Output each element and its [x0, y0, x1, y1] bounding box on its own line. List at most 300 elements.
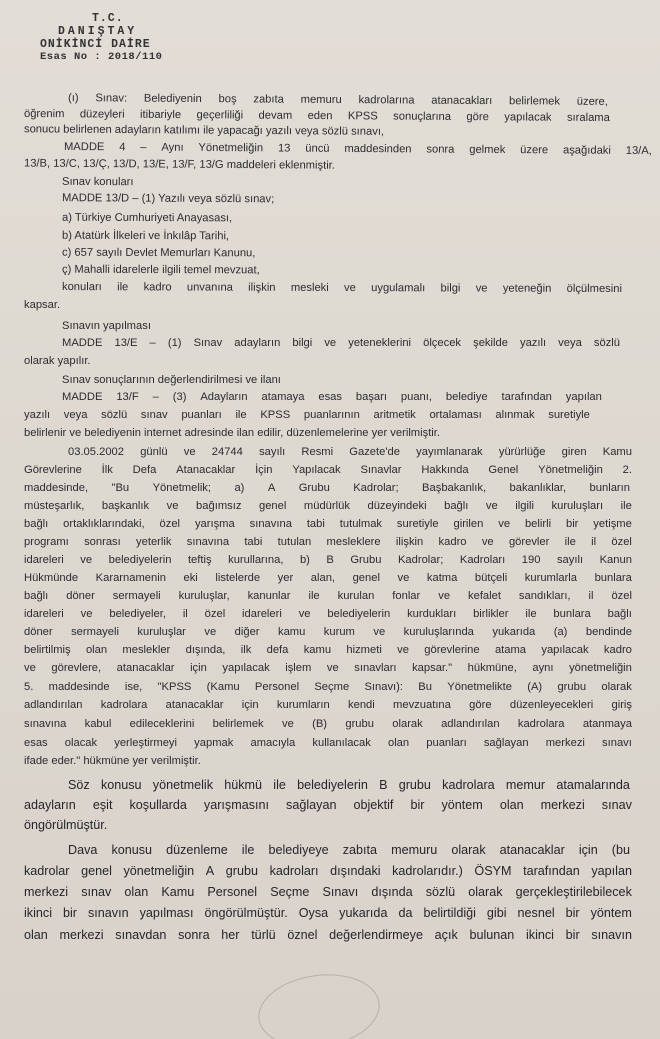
word: 24744: [211, 446, 243, 458]
word: ilk: [240, 644, 252, 656]
word: yarışmasını: [203, 798, 270, 812]
word: (3): [172, 391, 187, 403]
word: veya: [558, 337, 582, 349]
word: 2.: [622, 464, 632, 476]
word: tarafından: [501, 391, 552, 403]
word: belediyeye: [268, 843, 329, 857]
word: bir: [62, 906, 77, 920]
word: zabıta: [253, 93, 284, 106]
word: katma: [426, 572, 458, 584]
word: özel: [611, 590, 632, 602]
text-line: Sınav konuları: [61, 175, 134, 189]
word: öznel: [287, 928, 318, 942]
word: ve: [324, 337, 337, 349]
word: Görevlerine: [24, 464, 82, 476]
word: B: [326, 554, 334, 566]
word: 13: [277, 142, 291, 155]
word: puanlarının: [303, 409, 360, 421]
word: (Kamu: [206, 681, 240, 693]
word: unvanına: [186, 281, 233, 294]
word: sınavına: [249, 518, 292, 530]
text-line: [68, 445, 632, 459]
word: yeterlik: [136, 536, 172, 548]
word: grubu: [557, 681, 587, 693]
text-line: ç) Mahalli idarelerle ilgili temel mevzuat,: [61, 263, 260, 277]
word: kurumların: [276, 699, 330, 711]
word: ile: [241, 843, 255, 857]
word: sermayeli: [112, 590, 161, 602]
word: ve: [373, 626, 386, 638]
word: İçin: [255, 464, 273, 476]
word: Belediyenin: [143, 92, 202, 106]
word: Söz: [68, 778, 90, 792]
word: teftiş: [187, 554, 212, 566]
word: memur: [505, 778, 546, 792]
word: yarışma: [194, 518, 235, 530]
word: Yönetmeliğin: [538, 464, 603, 476]
word: Başbakanlık,: [422, 482, 487, 494]
word: kadro: [438, 536, 467, 548]
word: geçerliliği: [196, 109, 244, 122]
word: kadrolara: [100, 699, 148, 711]
word: sınavın: [591, 928, 632, 942]
word: üzere: [520, 144, 549, 157]
word: gibi: [486, 906, 507, 920]
word: mesleklere: [326, 536, 381, 548]
word: bendinde: [585, 626, 632, 638]
word: Dava: [68, 843, 98, 857]
word: Kararnamenin: [95, 572, 166, 584]
word: ölçülmesini: [566, 282, 623, 295]
word: düzeyindeki: [367, 500, 427, 512]
word: genel: [81, 864, 112, 878]
word: alan,: [310, 572, 336, 584]
text-line: [62, 390, 602, 404]
word: sağlayan: [483, 737, 529, 749]
document-header: [40, 12, 162, 64]
word: olan: [85, 644, 108, 656]
header-case-number: Esas No : 2018/110: [40, 51, 163, 63]
word: bunlara: [553, 608, 591, 620]
word: Bu: [418, 681, 432, 693]
text-line: [24, 571, 632, 585]
word: (ı): [67, 92, 79, 105]
word: yetişme: [593, 518, 632, 530]
word: Yönetmeliğin: [198, 141, 264, 155]
word: bir: [565, 906, 580, 920]
word: giren: [561, 446, 587, 458]
word: sınavdan: [115, 928, 167, 942]
word: Sınav: [193, 337, 223, 349]
word: defa: [266, 644, 289, 656]
word: yönetmeliğin: [123, 864, 195, 878]
word: atanacaklar: [116, 662, 175, 674]
word: türlü: [251, 928, 276, 942]
word: sonra: [426, 143, 455, 156]
word: ortalaması: [429, 409, 482, 421]
word: ve: [80, 554, 93, 566]
word: sözlü: [593, 337, 620, 349]
word: kuruluşlarında: [403, 626, 474, 638]
word: (a): [553, 626, 568, 638]
word: öğrenim: [23, 107, 65, 121]
text-line: sonucu belirlenen adayların katılımı ile yapacağı yazılı veya sözlü sınavı,: [23, 123, 385, 138]
word: adayların: [234, 337, 281, 349]
word: Adayların: [200, 391, 248, 403]
word: uygulamalı: [371, 282, 426, 295]
word: sınav: [81, 885, 112, 899]
word: düzenleyecekleri: [509, 699, 594, 711]
word: b): [299, 554, 310, 566]
word: için: [190, 662, 207, 674]
word: yapılacak: [222, 662, 270, 674]
word: ile: [525, 608, 537, 620]
word: ile: [235, 409, 247, 421]
word: kefalet: [468, 590, 501, 602]
text-line: [24, 680, 632, 694]
header-tc: T.C.: [92, 12, 124, 25]
word: 190: [521, 554, 541, 566]
word: girilen: [453, 518, 484, 530]
word: Oysa: [298, 906, 329, 920]
word: ve: [438, 590, 451, 602]
word: bütçeli: [474, 572, 508, 584]
word: hükmüne,: [467, 662, 517, 674]
word: sermayeli: [71, 626, 119, 638]
word: öngörülmüştür.: [204, 906, 288, 920]
word: ve: [24, 662, 36, 674]
word: bilgi: [440, 282, 461, 295]
word: bağlı: [607, 608, 632, 620]
word: konuları: [61, 281, 102, 294]
word: zabıta: [342, 843, 378, 857]
word: alınmak: [495, 409, 535, 421]
text-line: [24, 905, 632, 921]
word: ve: [166, 500, 179, 512]
word: listelerde: [215, 572, 261, 584]
word: kadrolar: [24, 864, 70, 878]
word: belirtilmiş: [24, 644, 71, 656]
word: puanları: [181, 409, 222, 421]
text-line: belirlenir ve belediyenin internet adresinde ilan edilir, düzenlemelerine yer verilmiştir.: [24, 427, 441, 439]
word: görevlerine: [424, 644, 480, 656]
word: (1): [167, 337, 182, 349]
word: sayılı: [556, 554, 584, 566]
word: olan: [499, 798, 524, 812]
text-line: [24, 589, 632, 603]
word: A: [267, 482, 276, 494]
word: ve: [298, 608, 311, 620]
word: merkezi: [24, 885, 69, 899]
word: döner: [24, 626, 53, 638]
word: kendi: [348, 699, 375, 711]
word: tarafından: [523, 864, 580, 878]
word: şekilde: [473, 337, 508, 349]
word: atanacaklar: [499, 843, 565, 857]
word: yayımlanarak: [416, 446, 483, 458]
word: ikinci: [525, 928, 554, 942]
word: kanunlar: [247, 590, 291, 602]
word: yazılı: [24, 409, 51, 421]
word: adlandırılan: [441, 718, 500, 730]
word: dışında,: [185, 644, 226, 656]
text-line: [24, 625, 632, 639]
word: idareleri: [24, 608, 64, 620]
text-line: [24, 698, 632, 712]
text-line: [68, 842, 630, 858]
word: fonlar: [392, 590, 421, 602]
word: yapılacak: [541, 644, 589, 656]
word: belirli: [524, 518, 552, 530]
text-line: c) 657 sayılı Devlet Memurları Kanunu,: [61, 246, 256, 260]
word: belediyelerin: [297, 778, 368, 792]
word: giriş: [611, 699, 632, 711]
text-line: [68, 777, 630, 793]
word: kadrolarına: [358, 94, 415, 107]
word: kadro: [143, 281, 172, 294]
word: sınavları: [354, 662, 397, 674]
word: yazılı: [519, 337, 547, 349]
word: için: [578, 843, 598, 857]
word: Defa: [132, 464, 157, 476]
word: idareleri: [242, 608, 282, 620]
word: ve: [344, 282, 356, 295]
word: sınavın: [87, 906, 129, 920]
word: yöntem: [441, 798, 483, 812]
word: ile: [273, 778, 286, 792]
word: belirlemek: [212, 718, 264, 730]
word: belediyeler,: [109, 608, 166, 620]
word: ve: [326, 662, 339, 674]
word: kullanılacak: [312, 737, 371, 749]
word: sıralama: [566, 111, 610, 125]
word: programı: [24, 536, 69, 548]
word: suretiyle: [548, 409, 590, 421]
word: ortaklıklarındaki,: [63, 518, 145, 530]
word: aşağıdaki: [562, 144, 611, 157]
word: amacıyla: [250, 737, 296, 749]
word: İlk: [101, 464, 113, 476]
text-line: [24, 884, 632, 900]
word: kuruluşlar,: [178, 590, 230, 602]
word: yürürlüğe: [498, 446, 546, 458]
word: görevlere,: [51, 662, 102, 674]
word: sayılı: [259, 446, 286, 458]
word: aynı: [532, 662, 554, 674]
word: ve: [481, 536, 494, 548]
word: genel: [258, 500, 287, 512]
word: bağlı: [24, 590, 49, 602]
word: olarak: [468, 885, 503, 899]
text-line: kapsar.: [24, 299, 61, 311]
word: (B): [312, 718, 328, 730]
text-line: MADDE 13/D – (1) Yazılı veya sözlü sınav;: [61, 192, 275, 206]
word: özel: [204, 608, 226, 620]
word: kadrolara: [442, 778, 495, 792]
word: 4: [119, 141, 126, 154]
word: yönetmeliğin: [569, 662, 632, 674]
word: Kamu: [161, 885, 195, 899]
word: ile: [308, 590, 320, 602]
word: dışında: [371, 885, 413, 899]
word: Personel: [207, 885, 258, 899]
word: özel: [159, 518, 181, 530]
word: Grubu: [298, 482, 330, 494]
word: göre: [469, 699, 492, 711]
word: nesnel: [517, 906, 555, 920]
word: bağlı: [444, 500, 469, 512]
text-line: öngörülmüştür.: [24, 818, 108, 832]
word: eden: [307, 109, 333, 123]
word: bağlı: [24, 518, 49, 530]
word: koşullarda: [129, 798, 187, 812]
word: MADDE: [63, 140, 105, 154]
word: atamalarında: [556, 778, 630, 792]
word: genel: [352, 572, 380, 584]
word: edileceklerini: [129, 718, 195, 730]
word: memuru: [391, 843, 438, 857]
word: ve: [485, 500, 498, 512]
text-line: [24, 736, 632, 750]
text-line: [24, 499, 632, 513]
word: müsteşarlık,: [24, 500, 85, 512]
word: kuruluşlar: [137, 626, 186, 638]
word: yerleştirmeyi: [114, 737, 178, 749]
text-line: ifade eder." hükmüne yer verilmiştir.: [24, 755, 201, 767]
word: Kadroları: [459, 554, 506, 566]
text-line: [24, 661, 632, 675]
header-chamber: ONİKİNCİ DAİRE: [40, 38, 151, 51]
header-court: DANIŞTAY: [58, 25, 138, 38]
word: kurdukları: [407, 608, 457, 620]
word: Sınavı: [322, 885, 359, 899]
word: ve: [397, 644, 409, 656]
word: ve: [80, 608, 93, 620]
word: konusu: [111, 843, 153, 857]
word: yer: [277, 572, 294, 584]
word: Yapılacak: [292, 464, 341, 476]
word: 5.: [24, 681, 34, 693]
text-line: [24, 408, 590, 422]
word: puanları: [426, 737, 467, 749]
word: Kanun: [599, 554, 632, 566]
word: merkezi: [540, 798, 585, 812]
word: kamu: [277, 626, 306, 638]
word: aritmetik: [373, 409, 416, 421]
word: müdürlük: [303, 500, 350, 512]
word: kurulan: [337, 590, 375, 602]
word: ve: [281, 718, 294, 730]
word: Gazete'de: [349, 446, 400, 458]
word: mevzuatına: [393, 699, 451, 711]
word: "KPSS: [157, 681, 192, 693]
text-line: [68, 91, 608, 109]
word: devam: [258, 109, 293, 122]
word: kadrolarıdır.): [392, 864, 463, 878]
word: sonrası: [84, 536, 121, 548]
text-line: b) Atatürk İlkeleri ve İnkılâp Tarihi,: [61, 229, 230, 243]
word: sınav: [601, 798, 632, 812]
word: yapılan: [591, 864, 632, 878]
word: eki: [183, 572, 198, 584]
word: sınavına: [186, 536, 230, 548]
word: bağımsız: [196, 500, 242, 512]
word: atamaya: [261, 391, 305, 403]
word: diğer: [234, 626, 260, 638]
word: Hükmünde: [24, 572, 79, 584]
word: olan: [124, 885, 149, 899]
word: belediyelerin: [327, 608, 391, 620]
word: –: [152, 391, 159, 403]
word: gelmek: [469, 143, 506, 157]
text-line: Sınavın yapılması: [62, 320, 151, 332]
word: bakanlıklar,: [509, 482, 567, 494]
word: –: [140, 141, 147, 154]
word: –: [149, 337, 156, 349]
word: ikinci: [24, 906, 52, 920]
word: sınavı: [602, 737, 632, 749]
word: adlandırılan: [24, 699, 83, 711]
word: merkezi: [59, 928, 104, 942]
word: belirtildiği: [423, 906, 476, 920]
word: esas: [24, 737, 48, 749]
word: yeteneklerini: [348, 337, 412, 349]
word: Personel: [254, 681, 300, 693]
word: dışındaki: [330, 864, 381, 878]
word: sonuçlarına: [393, 110, 452, 123]
word: Sınavlar: [360, 464, 402, 476]
word: başarı: [355, 391, 387, 403]
word: esas: [318, 391, 342, 403]
text-line: 13/B, 13/C, 13/Ç, 13/D, 13/E, 13/F, 13/G maddeleri eklenmiştir.: [23, 157, 335, 172]
text-line: [24, 863, 632, 879]
word: yapmak: [194, 737, 234, 749]
word: ile: [620, 500, 632, 512]
word: kadrolara: [517, 718, 565, 730]
word: (bu: [611, 843, 630, 857]
word: merkezi: [545, 737, 585, 749]
word: olacak: [64, 737, 98, 749]
word: puanı,: [400, 391, 432, 403]
word: il: [182, 608, 188, 620]
word: itibariyle: [140, 108, 182, 122]
word: üncü: [305, 142, 330, 155]
text-line: [24, 535, 632, 549]
text-line: [24, 517, 632, 531]
word: adayların: [24, 798, 76, 812]
word: açık: [434, 928, 458, 942]
word: B: [379, 778, 388, 792]
word: maddesinde: [48, 681, 110, 693]
word: birlikler: [473, 608, 509, 620]
word: olan: [387, 737, 410, 749]
text-line: [62, 280, 622, 296]
word: düzeyleri: [79, 108, 125, 121]
word: maddesinde,: [24, 482, 89, 494]
word: atanmaya: [582, 718, 632, 730]
word: yapılması: [139, 906, 194, 920]
word: konusu: [100, 778, 142, 792]
word: kadro: [603, 644, 632, 656]
text-line: [24, 463, 632, 477]
word: Yönetmelikte: [447, 681, 512, 693]
word: boş: [218, 93, 237, 106]
word: günlü: [140, 446, 168, 458]
word: kurum: [323, 626, 355, 638]
word: meslekler: [122, 644, 171, 656]
word: özel: [611, 536, 632, 548]
word: sınav: [140, 409, 168, 421]
